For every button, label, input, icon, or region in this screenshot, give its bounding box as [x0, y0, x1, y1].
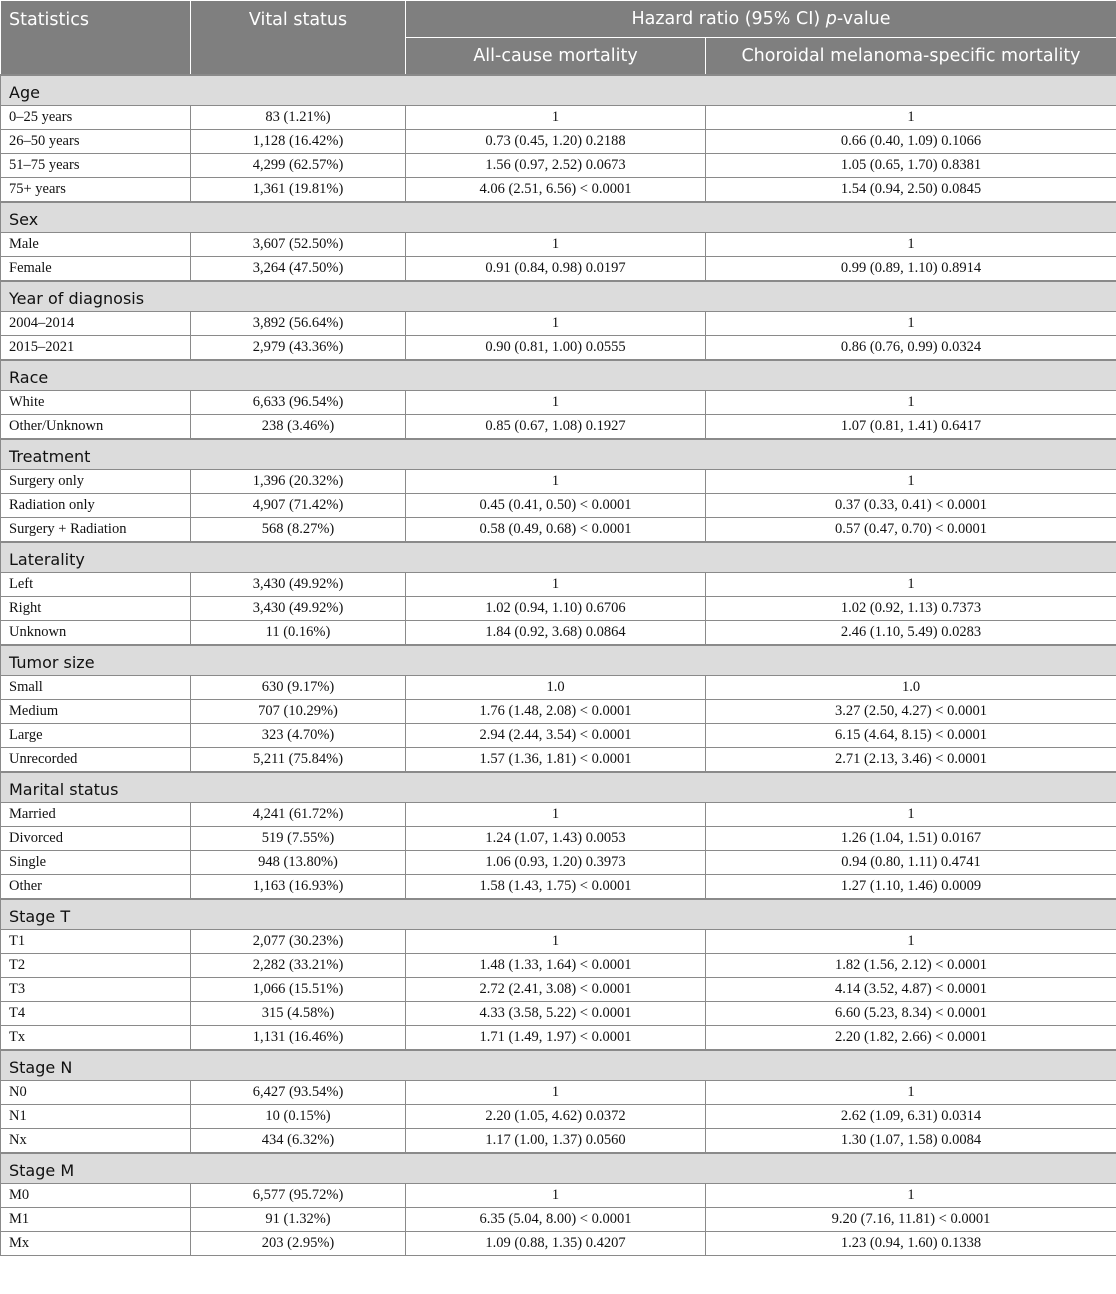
row-label: Single — [1, 851, 191, 875]
row-all-cause: 1.56 (0.97, 2.52) 0.0673 — [406, 154, 706, 178]
row-label: M0 — [1, 1184, 191, 1208]
row-specific: 6.60 (5.23, 8.34) < 0.0001 — [706, 1002, 1116, 1026]
row-specific: 1 — [706, 573, 1116, 597]
row-vital-status: 6,633 (96.54%) — [191, 391, 406, 415]
group-row — [1, 1050, 1116, 1081]
row-specific: 1.07 (0.81, 1.41) 0.6417 — [706, 415, 1116, 439]
row-vital-status: 4,299 (62.57%) — [191, 154, 406, 178]
row-label: Male — [1, 233, 191, 257]
row-all-cause: 1 — [406, 573, 706, 597]
row-all-cause: 1 — [406, 312, 706, 336]
table-row — [1, 676, 1116, 700]
row-label: Female — [1, 257, 191, 281]
row-label: 75+ years — [1, 178, 191, 202]
row-label: Surgery only — [1, 470, 191, 494]
row-all-cause: 1 — [406, 470, 706, 494]
row-all-cause: 1 — [406, 930, 706, 954]
table-body — [1, 75, 1116, 1256]
row-specific: 0.86 (0.76, 0.99) 0.0324 — [706, 336, 1116, 360]
row-specific: 0.99 (0.89, 1.10) 0.8914 — [706, 257, 1116, 281]
row-label: 2015–2021 — [1, 336, 191, 360]
table-row — [1, 130, 1116, 154]
row-specific: 1.23 (0.94, 1.60) 0.1338 — [706, 1232, 1116, 1256]
row-label: Surgery + Radiation — [1, 518, 191, 542]
row-specific: 0.66 (0.40, 1.09) 0.1066 — [706, 130, 1116, 154]
row-specific: 3.27 (2.50, 4.27) < 0.0001 — [706, 700, 1116, 724]
row-all-cause: 4.33 (3.58, 5.22) < 0.0001 — [406, 1002, 706, 1026]
header-hazard-suffix: -value — [836, 9, 891, 29]
row-specific: 1 — [706, 1184, 1116, 1208]
row-vital-status: 2,077 (30.23%) — [191, 930, 406, 954]
table-row — [1, 1026, 1116, 1050]
row-vital-status: 203 (2.95%) — [191, 1232, 406, 1256]
row-specific: 1 — [706, 1081, 1116, 1105]
row-vital-status: 3,892 (56.64%) — [191, 312, 406, 336]
row-label: Radiation only — [1, 494, 191, 518]
group-heading: Tumor size — [1, 645, 1116, 676]
table-row — [1, 178, 1116, 202]
group-row — [1, 202, 1116, 233]
table-row — [1, 724, 1116, 748]
header-specific: Choroidal melanoma-specific mortality — [706, 38, 1116, 75]
row-label: Married — [1, 803, 191, 827]
row-all-cause: 1.57 (1.36, 1.81) < 0.0001 — [406, 748, 706, 772]
row-label: 51–75 years — [1, 154, 191, 178]
row-vital-status: 11 (0.16%) — [191, 621, 406, 645]
row-vital-status: 10 (0.15%) — [191, 1105, 406, 1129]
row-vital-status: 519 (7.55%) — [191, 827, 406, 851]
row-specific: 1.05 (0.65, 1.70) 0.8381 — [706, 154, 1116, 178]
row-specific: 2.62 (1.09, 6.31) 0.0314 — [706, 1105, 1116, 1129]
row-all-cause: 0.45 (0.41, 0.50) < 0.0001 — [406, 494, 706, 518]
group-heading: Stage N — [1, 1050, 1116, 1081]
row-label: N0 — [1, 1081, 191, 1105]
row-specific: 0.57 (0.47, 0.70) < 0.0001 — [706, 518, 1116, 542]
row-vital-status: 5,211 (75.84%) — [191, 748, 406, 772]
row-vital-status: 2,282 (33.21%) — [191, 954, 406, 978]
row-all-cause: 6.35 (5.04, 8.00) < 0.0001 — [406, 1208, 706, 1232]
row-specific: 0.94 (0.80, 1.11) 0.4741 — [706, 851, 1116, 875]
header-all-cause: All-cause mortality — [406, 38, 706, 75]
row-label: N1 — [1, 1105, 191, 1129]
row-vital-status: 1,396 (20.32%) — [191, 470, 406, 494]
header-hazard-italic: p — [825, 9, 837, 29]
row-all-cause: 1 — [406, 1184, 706, 1208]
group-heading: Stage T — [1, 899, 1116, 930]
row-label: T4 — [1, 1002, 191, 1026]
table-row — [1, 1002, 1116, 1026]
table-row — [1, 930, 1116, 954]
row-label: T1 — [1, 930, 191, 954]
table-row — [1, 518, 1116, 542]
row-vital-status: 434 (6.32%) — [191, 1129, 406, 1153]
row-vital-status: 91 (1.32%) — [191, 1208, 406, 1232]
row-vital-status: 568 (8.27%) — [191, 518, 406, 542]
row-all-cause: 1.58 (1.43, 1.75) < 0.0001 — [406, 875, 706, 899]
header-vital-status: Vital status — [191, 1, 406, 75]
row-specific: 1.0 — [706, 676, 1116, 700]
table-header — [1, 1, 1116, 75]
group-row — [1, 645, 1116, 676]
table-row — [1, 154, 1116, 178]
row-all-cause: 0.85 (0.67, 1.08) 0.1927 — [406, 415, 706, 439]
table-row — [1, 597, 1116, 621]
table-row — [1, 1081, 1116, 1105]
group-heading: Year of diagnosis — [1, 281, 1116, 312]
group-heading: Marital status — [1, 772, 1116, 803]
table-row — [1, 978, 1116, 1002]
group-row — [1, 360, 1116, 391]
row-specific: 1 — [706, 930, 1116, 954]
group-row — [1, 281, 1116, 312]
row-label: T3 — [1, 978, 191, 1002]
group-row — [1, 1153, 1116, 1184]
row-label: Unknown — [1, 621, 191, 645]
row-all-cause: 1.48 (1.33, 1.64) < 0.0001 — [406, 954, 706, 978]
row-all-cause: 4.06 (2.51, 6.56) < 0.0001 — [406, 178, 706, 202]
row-vital-status: 1,128 (16.42%) — [191, 130, 406, 154]
table-row — [1, 257, 1116, 281]
row-all-cause: 1.02 (0.94, 1.10) 0.6706 — [406, 597, 706, 621]
group-heading: Age — [1, 75, 1116, 106]
row-vital-status: 1,163 (16.93%) — [191, 875, 406, 899]
table-row — [1, 748, 1116, 772]
row-all-cause: 1.24 (1.07, 1.43) 0.0053 — [406, 827, 706, 851]
row-specific: 1 — [706, 470, 1116, 494]
row-label: Other/Unknown — [1, 415, 191, 439]
table-row — [1, 233, 1116, 257]
row-all-cause: 1.0 — [406, 676, 706, 700]
row-label: Tx — [1, 1026, 191, 1050]
row-vital-status: 6,577 (95.72%) — [191, 1184, 406, 1208]
table-row — [1, 827, 1116, 851]
row-specific: 6.15 (4.64, 8.15) < 0.0001 — [706, 724, 1116, 748]
row-all-cause: 0.58 (0.49, 0.68) < 0.0001 — [406, 518, 706, 542]
row-all-cause: 1 — [406, 391, 706, 415]
table-row — [1, 106, 1116, 130]
row-all-cause: 1.76 (1.48, 2.08) < 0.0001 — [406, 700, 706, 724]
row-specific: 4.14 (3.52, 4.87) < 0.0001 — [706, 978, 1116, 1002]
row-vital-status: 948 (13.80%) — [191, 851, 406, 875]
group-row — [1, 899, 1116, 930]
row-label: Small — [1, 676, 191, 700]
row-all-cause: 2.94 (2.44, 3.54) < 0.0001 — [406, 724, 706, 748]
row-vital-status: 3,607 (52.50%) — [191, 233, 406, 257]
table-row — [1, 1184, 1116, 1208]
header-hazard-ratio — [406, 1, 1116, 38]
row-vital-status: 6,427 (93.54%) — [191, 1081, 406, 1105]
row-vital-status: 315 (4.58%) — [191, 1002, 406, 1026]
row-specific: 1 — [706, 233, 1116, 257]
row-vital-status: 1,131 (16.46%) — [191, 1026, 406, 1050]
row-label: Left — [1, 573, 191, 597]
table-row — [1, 312, 1116, 336]
row-all-cause: 1 — [406, 1081, 706, 1105]
row-label: Other — [1, 875, 191, 899]
row-label: Nx — [1, 1129, 191, 1153]
row-vital-status: 1,066 (15.51%) — [191, 978, 406, 1002]
row-label: T2 — [1, 954, 191, 978]
row-vital-status: 83 (1.21%) — [191, 106, 406, 130]
group-heading: Treatment — [1, 439, 1116, 470]
row-vital-status: 4,907 (71.42%) — [191, 494, 406, 518]
header-hazard-prefix: Hazard ratio (95% CI) — [631, 9, 826, 29]
table-row — [1, 700, 1116, 724]
row-specific: 1.54 (0.94, 2.50) 0.0845 — [706, 178, 1116, 202]
row-label: 26–50 years — [1, 130, 191, 154]
row-vital-status: 323 (4.70%) — [191, 724, 406, 748]
group-heading: Stage M — [1, 1153, 1116, 1184]
row-all-cause: 1.71 (1.49, 1.97) < 0.0001 — [406, 1026, 706, 1050]
row-specific: 9.20 (7.16, 11.81) < 0.0001 — [706, 1208, 1116, 1232]
row-label: 2004–2014 — [1, 312, 191, 336]
table-row — [1, 1232, 1116, 1256]
row-vital-status: 630 (9.17%) — [191, 676, 406, 700]
table-row — [1, 621, 1116, 645]
row-vital-status: 1,361 (19.81%) — [191, 178, 406, 202]
row-specific: 2.20 (1.82, 2.66) < 0.0001 — [706, 1026, 1116, 1050]
table-row — [1, 573, 1116, 597]
row-label: Large — [1, 724, 191, 748]
row-label: Unrecorded — [1, 748, 191, 772]
table-row — [1, 494, 1116, 518]
table-row — [1, 875, 1116, 899]
row-specific: 1.30 (1.07, 1.58) 0.0084 — [706, 1129, 1116, 1153]
group-row — [1, 772, 1116, 803]
row-specific: 1 — [706, 803, 1116, 827]
row-all-cause: 1 — [406, 233, 706, 257]
row-all-cause: 2.20 (1.05, 4.62) 0.0372 — [406, 1105, 706, 1129]
row-specific: 0.37 (0.33, 0.41) < 0.0001 — [706, 494, 1116, 518]
group-heading: Laterality — [1, 542, 1116, 573]
row-specific: 1 — [706, 391, 1116, 415]
row-label: Divorced — [1, 827, 191, 851]
table-row — [1, 1129, 1116, 1153]
table-row — [1, 470, 1116, 494]
group-row — [1, 439, 1116, 470]
row-all-cause: 1.06 (0.93, 1.20) 0.3973 — [406, 851, 706, 875]
row-all-cause: 1.09 (0.88, 1.35) 0.4207 — [406, 1232, 706, 1256]
row-label: 0–25 years — [1, 106, 191, 130]
row-all-cause: 0.91 (0.84, 0.98) 0.0197 — [406, 257, 706, 281]
table-row — [1, 336, 1116, 360]
group-heading: Race — [1, 360, 1116, 391]
table-row — [1, 1105, 1116, 1129]
row-vital-status: 3,264 (47.50%) — [191, 257, 406, 281]
group-row — [1, 75, 1116, 106]
row-specific: 1.26 (1.04, 1.51) 0.0167 — [706, 827, 1116, 851]
row-specific: 2.46 (1.10, 5.49) 0.0283 — [706, 621, 1116, 645]
row-all-cause: 0.73 (0.45, 1.20) 0.2188 — [406, 130, 706, 154]
row-specific: 1.27 (1.10, 1.46) 0.0009 — [706, 875, 1116, 899]
table-row — [1, 954, 1116, 978]
row-specific: 1 — [706, 106, 1116, 130]
row-vital-status: 3,430 (49.92%) — [191, 597, 406, 621]
header-statistics: Statistics — [1, 1, 191, 75]
group-row — [1, 542, 1116, 573]
row-label: Mx — [1, 1232, 191, 1256]
row-specific: 2.71 (2.13, 3.46) < 0.0001 — [706, 748, 1116, 772]
row-vital-status: 4,241 (61.72%) — [191, 803, 406, 827]
table-row — [1, 415, 1116, 439]
table-row — [1, 1208, 1116, 1232]
table-row — [1, 391, 1116, 415]
row-label: White — [1, 391, 191, 415]
row-specific: 1.02 (0.92, 1.13) 0.7373 — [706, 597, 1116, 621]
row-label: Medium — [1, 700, 191, 724]
table-row — [1, 803, 1116, 827]
table-row — [1, 851, 1116, 875]
row-label: Right — [1, 597, 191, 621]
row-all-cause: 2.72 (2.41, 3.08) < 0.0001 — [406, 978, 706, 1002]
row-all-cause: 1.17 (1.00, 1.37) 0.0560 — [406, 1129, 706, 1153]
row-all-cause: 0.90 (0.81, 1.00) 0.0555 — [406, 336, 706, 360]
row-vital-status: 2,979 (43.36%) — [191, 336, 406, 360]
row-label: M1 — [1, 1208, 191, 1232]
row-all-cause: 1.84 (0.92, 3.68) 0.0864 — [406, 621, 706, 645]
row-specific: 1.82 (1.56, 2.12) < 0.0001 — [706, 954, 1116, 978]
row-vital-status: 707 (10.29%) — [191, 700, 406, 724]
row-all-cause: 1 — [406, 106, 706, 130]
row-all-cause: 1 — [406, 803, 706, 827]
row-vital-status: 3,430 (49.92%) — [191, 573, 406, 597]
group-heading: Sex — [1, 202, 1116, 233]
row-specific: 1 — [706, 312, 1116, 336]
row-vital-status: 238 (3.46%) — [191, 415, 406, 439]
